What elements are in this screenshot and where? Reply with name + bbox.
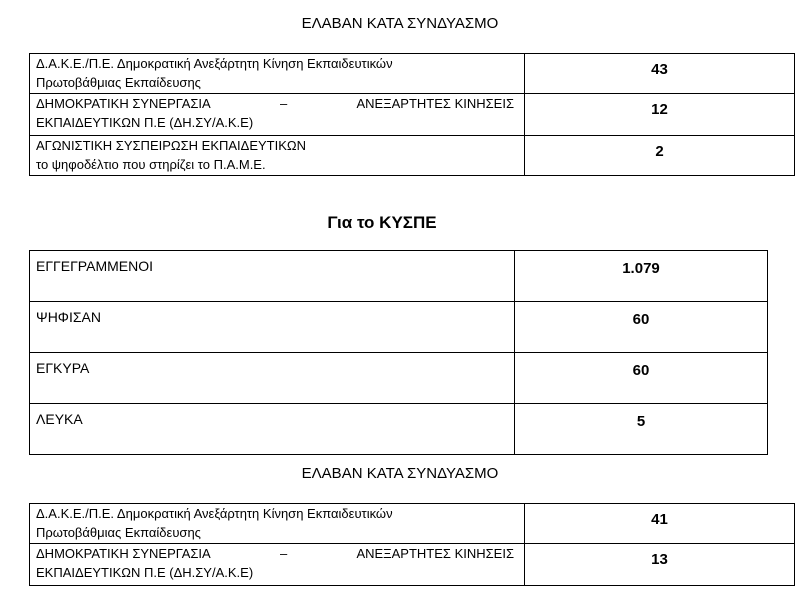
stat-label-cell: ΛΕΥΚΑ xyxy=(30,404,515,455)
party-name-part: ΔΗΜΟΚΡΑΤΙΚΗ ΣΥΝΕΡΓΑΣΙΑ xyxy=(36,546,211,561)
party-name-line: Δ.Α.Κ.Ε./Π.Ε. Δημοκρατική Ανεξάρτητη Κίνηση Εκπαιδευτικών xyxy=(36,506,393,521)
section3-results-table xyxy=(29,503,795,586)
stat-label-cell: ΕΓΚΥΡΑ xyxy=(30,353,515,404)
section2-heading: Για το ΚΥΣΠΕ xyxy=(327,213,437,232)
party-name-line: ΕΚΠΑΙΔΕΥΤΙΚΩΝ Π.Ε (ΔΗ.ΣΥ/Α.Κ.Ε) xyxy=(36,565,254,580)
party-name-line: το ψηφοδέλτιο που στηρίζει το Π.Α.Μ.Ε. xyxy=(36,157,266,172)
table-row xyxy=(30,136,795,176)
party-name-part: – xyxy=(279,546,288,561)
party-name-part: ΔΗΜΟΚΡΑΤΙΚΗ ΣΥΝΕΡΓΑΣΙΑ xyxy=(36,96,211,111)
party-name-cell xyxy=(30,54,525,94)
party-name-part: ΑΝΕΞΑΡΤΗΤΕΣ ΚΙΝΗΣΕΙΣ xyxy=(356,546,514,561)
party-name-line: ΕΚΠΑΙΔΕΥΤΙΚΩΝ Π.Ε (ΔΗ.ΣΥ/Α.Κ.Ε) xyxy=(36,115,254,130)
table-row xyxy=(30,251,768,302)
section1-heading: ΕΛΑΒΑΝ ΚΑΤΑ ΣΥΝΔΥΑΣΜΟ xyxy=(301,15,499,32)
party-votes-cell: 2 xyxy=(525,136,795,176)
stat-value-cell: 5 xyxy=(515,404,768,455)
party-votes-cell: 12 xyxy=(525,94,795,136)
party-name-cell xyxy=(30,136,525,176)
stat-value-cell: 1.079 xyxy=(515,251,768,302)
section1-results-table xyxy=(29,53,795,176)
party-name-line: ΑΓΩΝΙΣΤΙΚΗ ΣΥΣΠΕΙΡΩΣΗ ΕΚΠΑΙΔΕΥΤΙΚΩΝ xyxy=(36,138,307,153)
party-name-part: – xyxy=(279,96,288,111)
party-name-cell xyxy=(30,504,525,544)
party-name-part: ΑΝΕΞΑΡΤΗΤΕΣ ΚΙΝΗΣΕΙΣ xyxy=(356,96,514,111)
party-name-cell xyxy=(30,544,525,586)
party-name-line xyxy=(36,544,514,563)
stat-label-cell: ΨΗΦΙΣΑΝ xyxy=(30,302,515,353)
stat-label-cell: ΕΓΓΕΓΡΑΜΜΕΝΟΙ xyxy=(30,251,515,302)
party-name-line: Πρωτοβάθμιας Εκπαίδευσης xyxy=(36,525,201,540)
party-votes-cell: 41 xyxy=(525,504,795,544)
table-row xyxy=(30,54,795,94)
stat-value-cell: 60 xyxy=(515,302,768,353)
stat-value-cell: 60 xyxy=(515,353,768,404)
party-votes-cell: 13 xyxy=(525,544,795,586)
table-row xyxy=(30,404,768,455)
section2-stats-table xyxy=(29,250,768,455)
party-votes-cell: 43 xyxy=(525,54,795,94)
party-name-line: Πρωτοβάθμιας Εκπαίδευσης xyxy=(36,75,201,90)
table-row xyxy=(30,94,795,136)
party-name-line: Δ.Α.Κ.Ε./Π.Ε. Δημοκρατική Ανεξάρτητη Κίνηση Εκπαιδευτικών xyxy=(36,56,393,71)
table-row xyxy=(30,302,768,353)
section3-heading: ΕΛΑΒΑΝ ΚΑΤΑ ΣΥΝΔΥΑΣΜΟ xyxy=(301,465,499,482)
table-row xyxy=(30,544,795,586)
table-row xyxy=(30,504,795,544)
party-name-cell xyxy=(30,94,525,136)
party-name-line xyxy=(36,94,514,113)
table-row xyxy=(30,353,768,404)
